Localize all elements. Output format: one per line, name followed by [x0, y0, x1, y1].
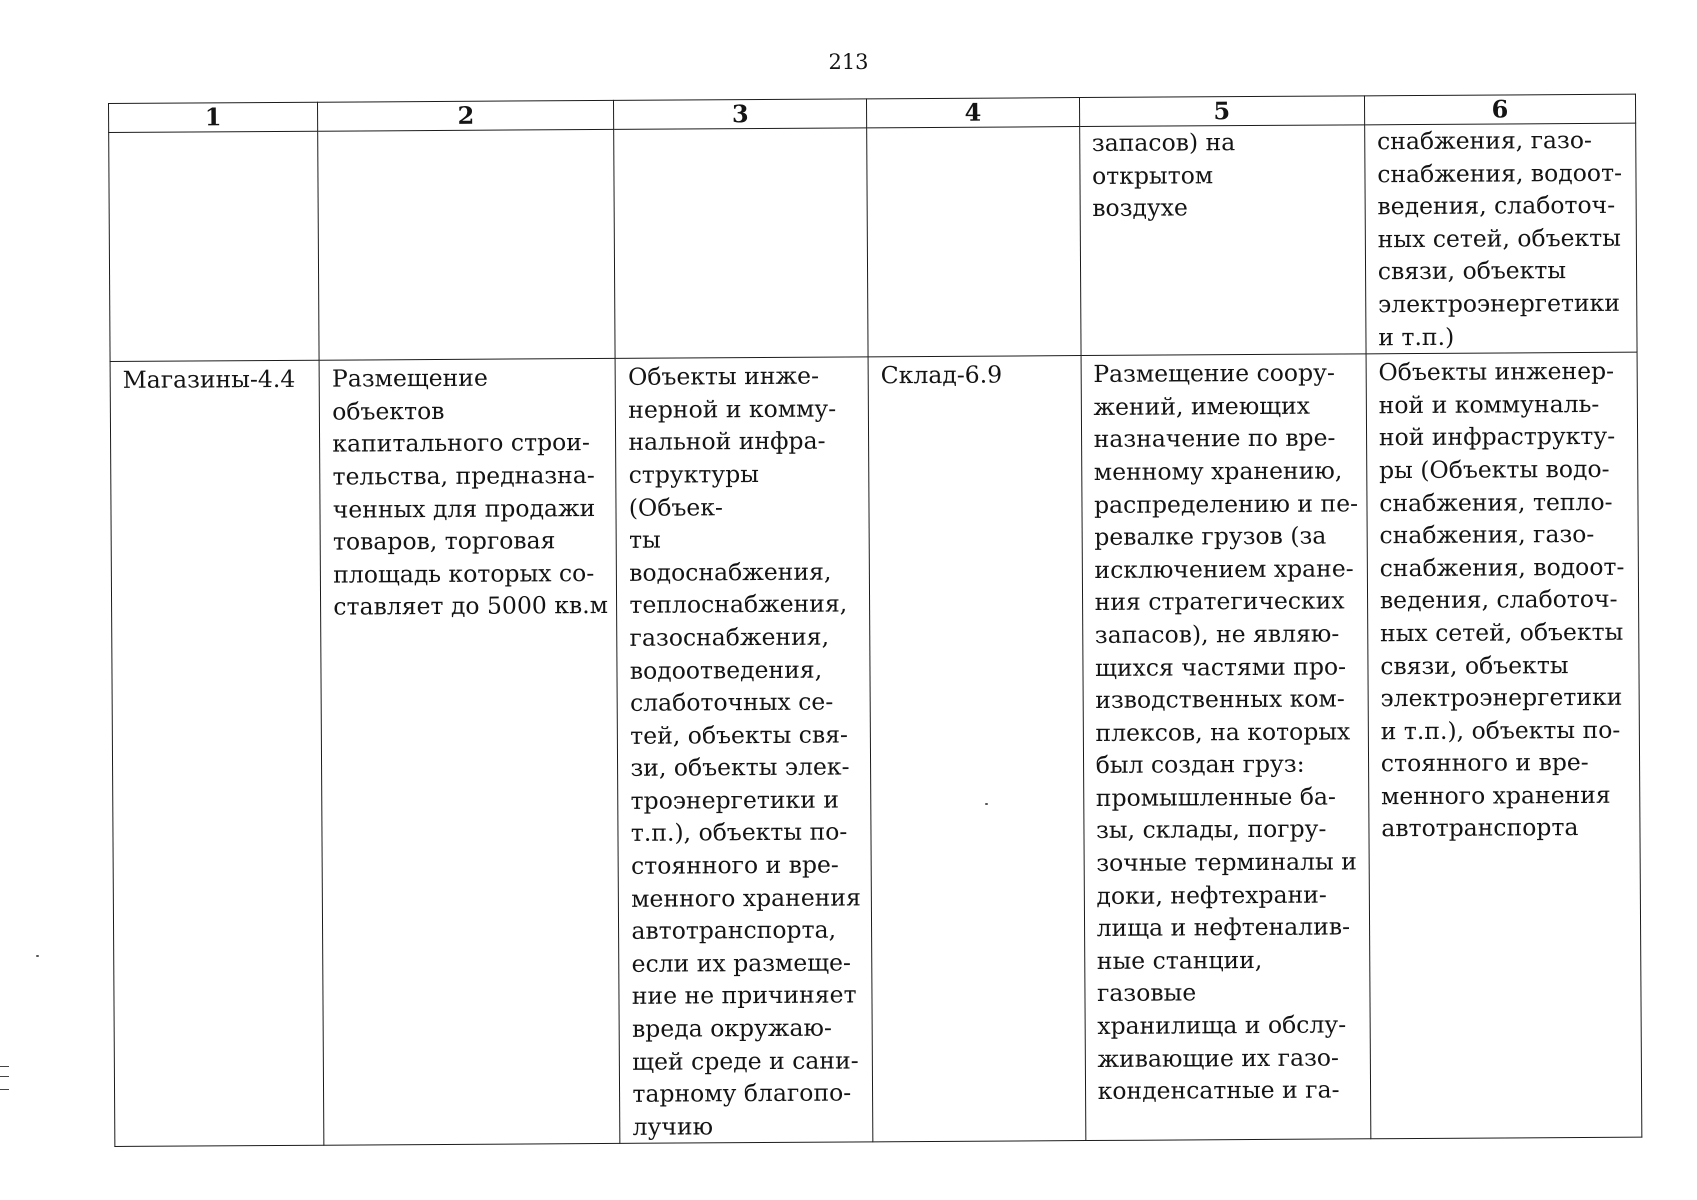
cell-text [121, 132, 309, 133]
column-header: 2 [318, 100, 614, 131]
binding-mark [0, 1066, 9, 1090]
table-cell [1366, 352, 1642, 1139]
table-cell [867, 127, 1081, 357]
cell-text [627, 128, 859, 129]
column-header: 4 [867, 98, 1080, 128]
cell-text: Склад-6.9 [880, 360, 1003, 390]
cell-text: Объекты инженер- ной и коммуналь- ной инфраструкту- ры (Объекты водо- снабжения, тепло- снабжения, газо- снабжения, водоот- ведения, слаботоч- ных сетей, объекты связи, объекты электроэнергетики и т.п.), объекты по- стоянного и вре- менного хранения автотранспорта [1378, 356, 1625, 843]
cell-text: запасов) на открытом воздухе [1091, 128, 1236, 223]
cell-text: Размещение объектов капитального строи- тельства, предназна- ченных для продажи товаров, торговая площадь которых со- ставляет до 5000 кв.м [331, 363, 609, 621]
table-cell [109, 131, 320, 361]
scan-speck [36, 955, 39, 957]
cell-text [330, 130, 605, 132]
table-cell [1364, 123, 1637, 354]
column-header: 6 [1364, 94, 1635, 125]
cell-text: Размещение соору- жений, имеющих назначение по вре- менному хранению, распределению и пе- ревалке грузов (за исключением хране- ния стратегических запасов), не являю- щихся частями про- изводственных ком- плексов, на которых был создан груз: промышленные ба- зы, склады, погру- зочные терминалы и доки, нефтехрани- лища и нефтеналив- ные станции, газовые хранилища и обслу- живающие их газо- конденсатные и га- [1093, 358, 1359, 1106]
table-cell [1079, 125, 1366, 356]
column-header: 1 [109, 102, 318, 132]
table-cell [318, 129, 615, 360]
page-number: 213 [828, 50, 869, 74]
cell-text: Магазины-4.4 [122, 365, 296, 395]
table-cell [319, 359, 620, 1146]
land-use-table [108, 94, 1642, 1148]
table-cell [868, 356, 1085, 1143]
cell-text [879, 127, 1071, 128]
column-header: 5 [1079, 96, 1364, 127]
table-row [109, 123, 1637, 361]
table-cell [1081, 354, 1371, 1141]
table-cell [614, 128, 868, 359]
scan-speck [985, 803, 988, 805]
table-cell [110, 360, 324, 1147]
table-cell [615, 357, 872, 1144]
column-header: 3 [614, 99, 867, 130]
cell-text: снабжения, газо- снабжения, водоот- ведения, слаботоч- ных сетей, объекты связи, объекты электроэнергетики и т.п.) [1376, 125, 1623, 351]
table-row [110, 352, 1642, 1147]
cell-text: Объекты инже- нерной и комму- нальной инфра- структуры (Объек- ты водоснабжения, теплоснабжения, газоснабжения, водоотведения, слаботочных се- тей, объекты свя- зи, объекты элек- троэнергетики и т.п.), объекты по- стоянного и вре- менного хранения автотранспорта, если их размеще- ние не причиняет вреда окружаю- щей среде и сани- тарному благопо- лучию [627, 361, 861, 1141]
